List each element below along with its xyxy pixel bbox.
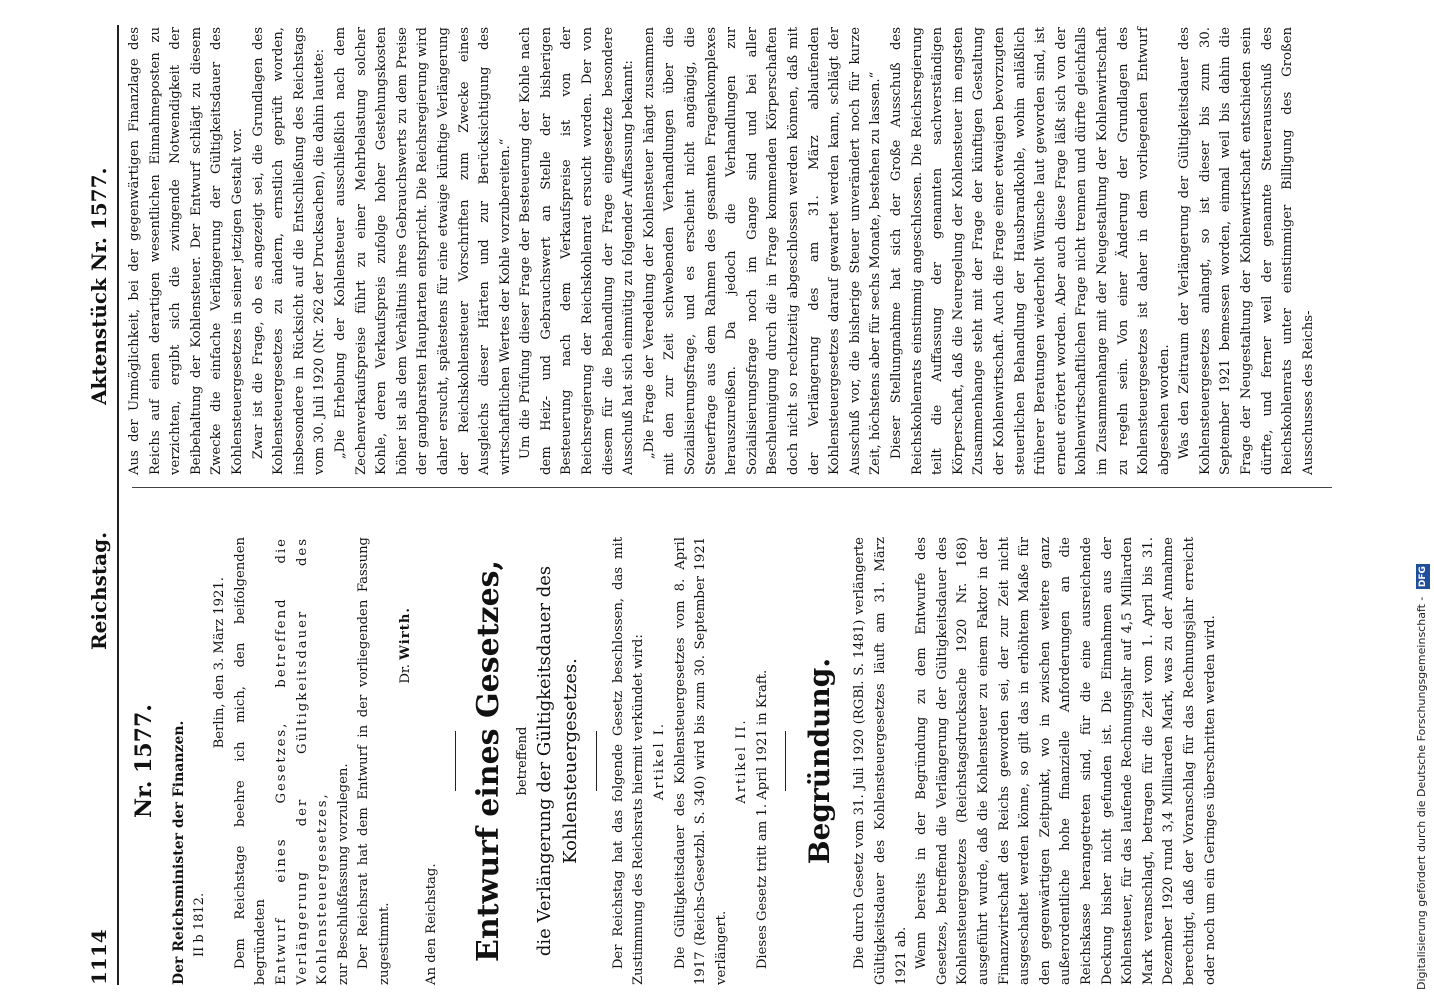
- signature: [396, 607, 417, 985]
- page-number: 1114: [87, 929, 111, 985]
- law-subtitle: die Verlängerung der Gültigkeitsdauer des Kohlensteuergesetzes.: [533, 565, 581, 957]
- separator: [596, 731, 597, 791]
- article-1-text: Die Gültigkeitsdauer des Kohlensteuergesetzes vom 8. April 1917 (Reichs-Gesetzbl. S. 340) wird bis zum 30. September 1921 verlängert.: [672, 537, 729, 985]
- right-paragraph-4: Um die Prüfung dieser Frage der Besteuerung der Kohle nach dem Heiz- und Gebrauchswert an Stelle der bisherigen Besteuerung nach dem Verkaufspreise ist von der Reichsregierung der Reichskohlenrat ersucht worden. Der von diesem für die Behandlung der Frage eingesetzte besondere Ausschuß hat sich einmütig zu folgender Auffassung bekannt:: [518, 27, 637, 475]
- sender: Der Reichsminister der Finanzen.: [171, 720, 187, 985]
- law-title: Entwurf eines Gesetzes,: [470, 559, 506, 963]
- document-page: [77, 0, 1367, 1000]
- law-betreffend: betreffend: [514, 726, 530, 796]
- separator: [785, 731, 786, 791]
- dfg-credit-text: Digitalisierung gefördert durch die Deutsche Forschungsgemeinschaft -: [1415, 596, 1428, 990]
- quoted-resolution: „Die Erhebung der Kohlensteuer ausschließlich nach dem Zechenverkaufspreise führt zu einer Mehrbelastung solcher Kohle, deren Verkaufspreis zufolge hoher Gestehungskosten höher ist als dem Verhältnis ihres Gebrauchswerts zu dem Preise der gangbarsten Hauptarten entspricht. Die Reichsregierung wird daher ersucht, spätestens für eine etwaige künftige Verlängerung der Reichskohlensteuer Vorschriften zum Zwecke eines Ausgleichs dieser Härten und zur Berücksichtigung des wirtschaftlichen Wertes der Kohle vorzubereiten.“: [332, 27, 513, 475]
- column-divider: [132, 487, 1332, 488]
- quoted-committee-view: „Die Frage der Veredelung der Kohlensteuer hängt zusammen mit den zur Zeit schwebenden Verhandlungen über die Sozialisierungsfrage, und es erscheint nicht angängig, die Steuerfrage aus dem Rahmen des gesamten Fragenkomplexes herauszureißen. Da jedoch die Verhandlungen zur Sozialisierungsfrage noch im Gange sind und bei aller Beschleunigung durch die in Frage kommenden Körperschaften doch nicht so rechtzeitig abgeschlossen werden können, daß mit der Verlängerung des am 31. März ablaufenden Kohlensteuergesetzes darauf gewartet werden kann, schlägt der Ausschuß vor, die bisherige Steuer unverändert noch für kurze Zeit, höchstens aber für sechs Monate, bestehen zu lassen.“: [641, 27, 884, 475]
- header-title: Reichstag.: [87, 531, 111, 650]
- right-paragraph-7: Was den Zeitraum der Verlängerung der Gültigkeitsdauer des Kohlensteuergesetzes anlangt, so ist dieser bis zum 30. September 1921 bemessen worden, einmal weil bis dahin die Frage der Neugestaltung der Kohlenwirtschaft entschieden sein dürfte, und ferner weil der genannte Steuerausschuß des Reichskohlenrats unter einstimmiger Billigung des Großen Ausschusses des Reichs-: [1177, 27, 1316, 475]
- right-paragraph-6: Dieser Stellungnahme hat sich der Große Ausschuß des Reichskohlenrats einstimmig angeschlossen. Die Reichsregierung teilt die Auffassung der genannten sachverständigen Körperschaft, daß die Neuregelung der Kohlensteuer im engsten Zusammenhange steht mit der Frage der künftigen Gestaltung der Kohlenwirtschaft. Auch die Frage einer etwaigen bevorzugten steuerlichen Behandlung der Hausbrandkohle, wohin anläßlich früherer Beratungen wiederholt Wünsche laut geworden sind, ist erneut erörtert worden. Aber auch diese Frage läßt sich von der kohlenwirtschaftlichen Frage nicht trennen und dürfte gleichfalls im Zusammenhange mit der Neugestaltung der Kohlenwirtschaft zu regeln sein. Von einer Änderung der Grundlagen des Kohlensteuergesetzes ist daher in dem vorliegenden Entwurf abgesehen worden.: [888, 27, 1172, 475]
- article-1-heading: Artikel I.: [651, 721, 667, 801]
- enactment-clause: Der Reichstag hat das folgende Gesetz beschlossen, das mit Zustimmung des Reichsrats hiermit verkündet wird:: [610, 537, 647, 985]
- addressee: An den Reichstag.: [424, 863, 440, 985]
- dfg-credit: [1412, 0, 1432, 990]
- article-2-heading: Artikel II.: [734, 718, 750, 804]
- draft-title: Entwurf eines Gesetzes, betreffend die Verlängerung der Gültigkeitsdauer des Kohlensteuergesetzes,: [273, 537, 331, 985]
- right-paragraph-2: Zwar ist die Frage, ob es angezeigt sei, die Grundlagen des Kohlensteuergesetzes zu ändern, ernstlich geprüft worden, insbesondere in Rücksicht auf die Entschließung des Reichstags vom 30. Juli 1920 (Nr. 262 der Drucksachen), die dahin lautete:: [250, 27, 328, 475]
- begruendung-paragraph-1: Die durch Gesetz vom 31. Juli 1920 (RGBl. S. 1481) verlängerte Gültigkeitsdauer des Kohlensteuergesetzes läuft am 31. März 1921 ab.: [852, 537, 909, 985]
- dfg-logo: DFG: [1418, 566, 1428, 588]
- right-column: [125, 27, 1319, 475]
- left-column: [125, 537, 1221, 985]
- intro-paragraph: Dem Reichstage beehre ich mich, den beifolgenden begründeten: [232, 537, 269, 985]
- signature-name: Wirth.: [397, 607, 413, 660]
- begruendung-heading: Begründung.: [803, 657, 837, 865]
- document-number-title: Nr. 1577.: [131, 704, 157, 818]
- signature-prefix: Dr.: [397, 664, 413, 684]
- article-2-text: Dieses Gesetz tritt am 1. April 1921 in Kraft.: [754, 669, 770, 970]
- reichsrat-paragraph: Der Reichsrat hat dem Entwurf in der vorliegenden Fassung zugestimmt.: [356, 537, 392, 985]
- zur-line: zur Beschlußfassung vorzulegen.: [335, 763, 351, 985]
- date-line: Berlin, den 3. März 1921.: [212, 577, 228, 749]
- header-document-number: Aktenstück Nr. 1577.: [87, 167, 111, 405]
- page-header: [83, 25, 119, 985]
- separator: [455, 731, 456, 791]
- begruendung-paragraph-2: Wenn bereits in der Begründung zu dem Entwurfe des Gesetzes, betreffend die Verlängerung der Gültigkeitsdauer des Kohlensteuergesetzes (Reichstagsdrucksache 1920 Nr. 168) ausgeführt wurde, daß die Kohlensteuer zu einem Faktor in der Finanzwirtschaft des Reichs geworden sei, der zur Zeit nicht ausgeschaltet werden könne, so gilt das in erhöhtem Maße für den gegenwärtigen Zeitpunkt, wo in zwischen weitere ganz außerordentliche hohe finanzielle Anforderungen an die Reichskasse herangetreten sind, für die eine ausreichende Deckung bisher nicht gefunden ist. Die Einnahmen aus der Kohlensteuer, für das laufende Rechnungsjahr auf 4,5 Milliarden Mark veranschlagt, betragen für die Zeit vom 1. April bis 31. Dezember 1920 rund 3,4 Milliarden Mark, was zu der Annahme berechtigt, daß der Voranschlag für das Rechnungsjahr erreicht oder noch um ein Geringes überschritten werden wird.: [914, 537, 1218, 985]
- right-paragraph-1: Aus der Unmöglichkeit, bei der gegenwärtigen Finanzlage des Reichs auf einen derartigen wesentlichen Einnahmeposten zu verzichten, ergibt sich die zwingende Notwendigkeit der Beibehaltung der Kohlensteuer. Der Entwurf schlägt zu diesem Zwecke die einfache Verlängerung der Gültigkeitsdauer des Kohlensteuergesetzes in seiner jetzigen Gestalt vor.: [127, 27, 245, 475]
- reference-number: II b 1812.: [191, 892, 207, 957]
